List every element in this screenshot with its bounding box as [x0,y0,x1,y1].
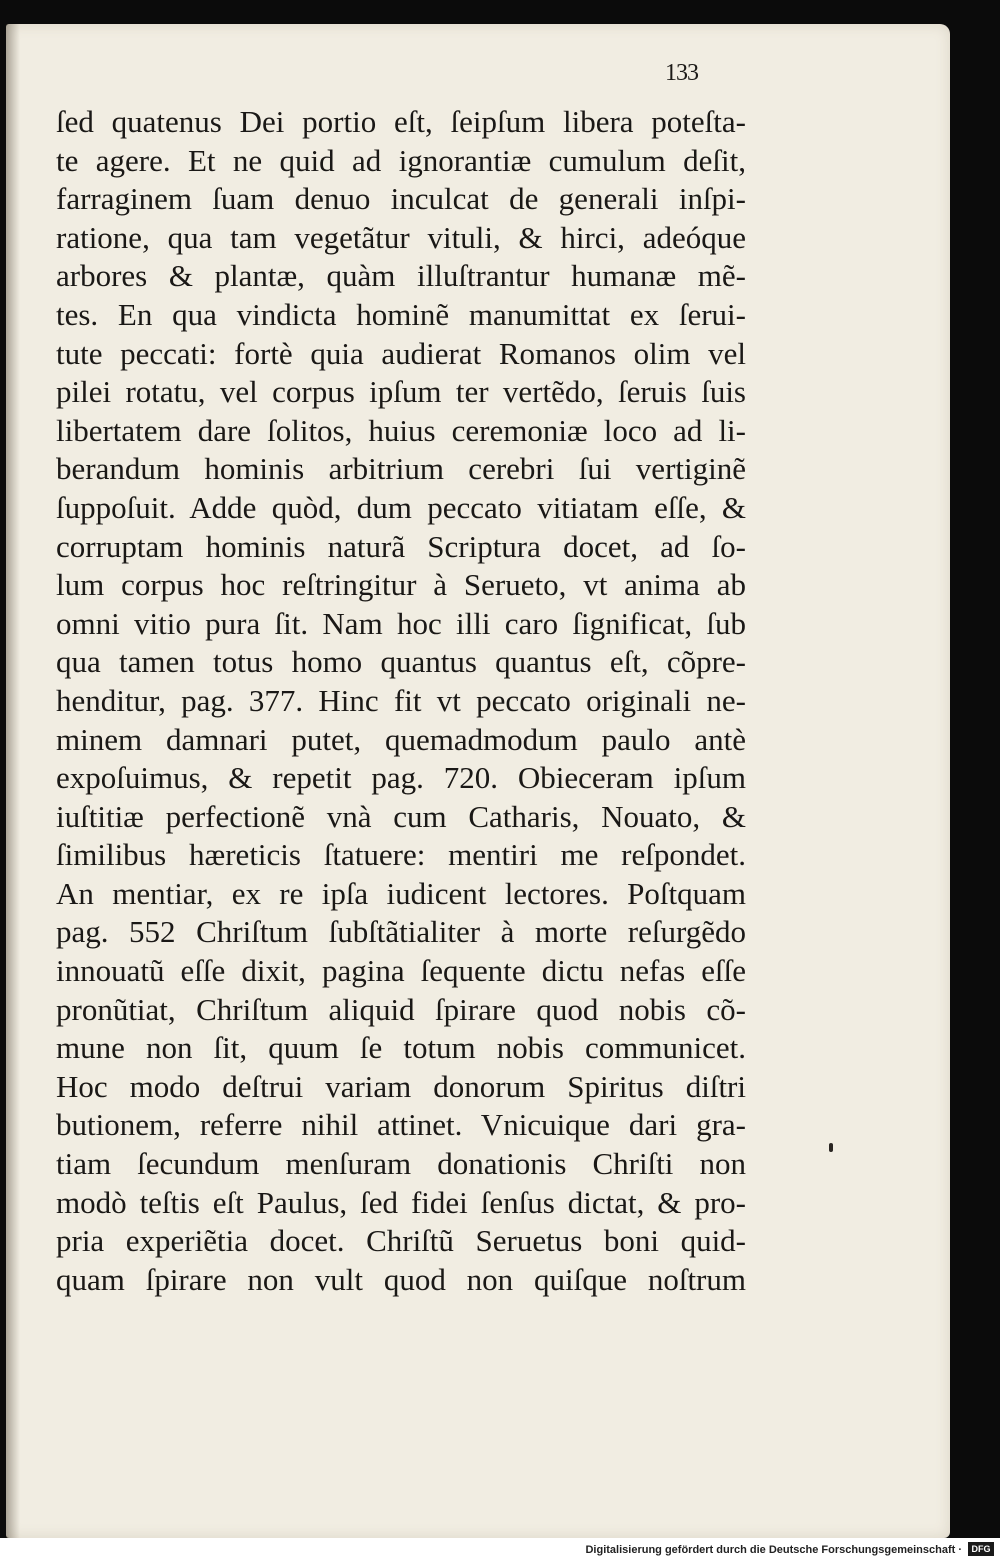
text-line: ſimilibus hæreticis ſtatuere: mentiri me reſpondet. [56,837,746,873]
text-line: farraginem ſuam denuo inculcat de generali inſpi- [56,181,746,217]
text-line: henditur, pag. 377. Hinc fit vt peccato originali ne- [56,682,746,718]
text-line: An mentiar, ex re ipſa iudicent lectores. Poſtquam [56,875,746,911]
digitization-credit: Digitalisierung gefördert durch die Deutsche Forschungsgemeinschaft · [585,1544,962,1556]
text-line: mune non ſit, quum ſe totum nobis communicet. [56,1030,746,1066]
text-line: omni vitio pura ſit. Nam hoc illi caro ſignificat, ſub [56,605,746,641]
text-line: Hoc modo deſtrui variam donorum Spiritus diſtri [56,1068,746,1104]
text-line: tes. En qua vindicta hominẽ manumittat ex ſerui- [56,296,746,332]
text-line: arbores & plantæ, quàm illuſtrantur humanæ mẽ- [56,258,746,294]
text-line: pronũtiat, Chriſtum aliquid ſpirare quod nobis cõ- [56,991,746,1027]
text-line: ratione, qua tam vegetãtur vituli, & hirci, adeóque [56,219,746,255]
text-line: innouatũ eſſe dixit, pagina ſequente dictu nefas eſſe [56,953,746,989]
text-line: ſuppoſuit. Adde quòd, dum peccato vitiatam eſſe, & [56,489,746,525]
text-line: butionem, referre nihil attinet. Vnicuique dari gra- [56,1107,746,1143]
text-line: berandum hominis arbitrium cerebri ſui vertiginẽ [56,451,746,487]
text-line: tiam ſecundum menſuram donationis Chriſti non [56,1146,746,1182]
text-line: pria experiẽtia docet. Chriſtũ Seruetus boni quid- [56,1223,746,1259]
text-line: tute peccati: fortè quia audierat Romanos olim vel [56,335,746,371]
text-line: te agere. Et ne quid ad ignorantiæ cumulum deſit, [56,142,746,178]
text-line: minem damnari putet, quemadmodum paulo antè [56,721,746,757]
text-line: pag. 552 Chriſtum ſubſtãtialiter à morte reſurgẽdo [56,914,746,950]
text-line: iuſtitiæ perfectionẽ vnà cum Catharis, Nouato, & [56,798,746,834]
text-line: pilei rotatu, vel corpus ipſum ter vertẽdo, ſeruis ſuis [56,374,746,410]
text-line: lum corpus hoc reſtringitur à Serueto, vt anima ab [56,567,746,603]
page-gutter-shadow [6,24,20,1538]
dfg-logo-icon: DFG [968,1542,994,1556]
text-line: ſed quatenus Dei portio eſt, ſeipſum libera poteſta- [56,104,746,139]
text-line: expoſuimus, & repetit pag. 720. Obieceram ipſum [56,760,746,796]
text-line: quam ſpirare non vult quod non quiſque noſtrum [56,1261,746,1297]
ink-blot [829,1143,833,1152]
text-line: corruptam hominis naturã Scriptura docet, ad ſo- [56,528,746,564]
text-line: qua tamen totus homo quantus quantus eſt, cõpre- [56,644,746,680]
text-line: modò teſtis eſt Paulus, ſed fidei ſenſus dictat, & pro- [56,1184,746,1220]
text-line: libertatem dare ſolitos, huius ceremoniæ loco ad li- [56,412,746,448]
footer-bar [0,1538,1000,1560]
page-number: 133 [665,60,698,86]
body-text [56,103,746,1299]
